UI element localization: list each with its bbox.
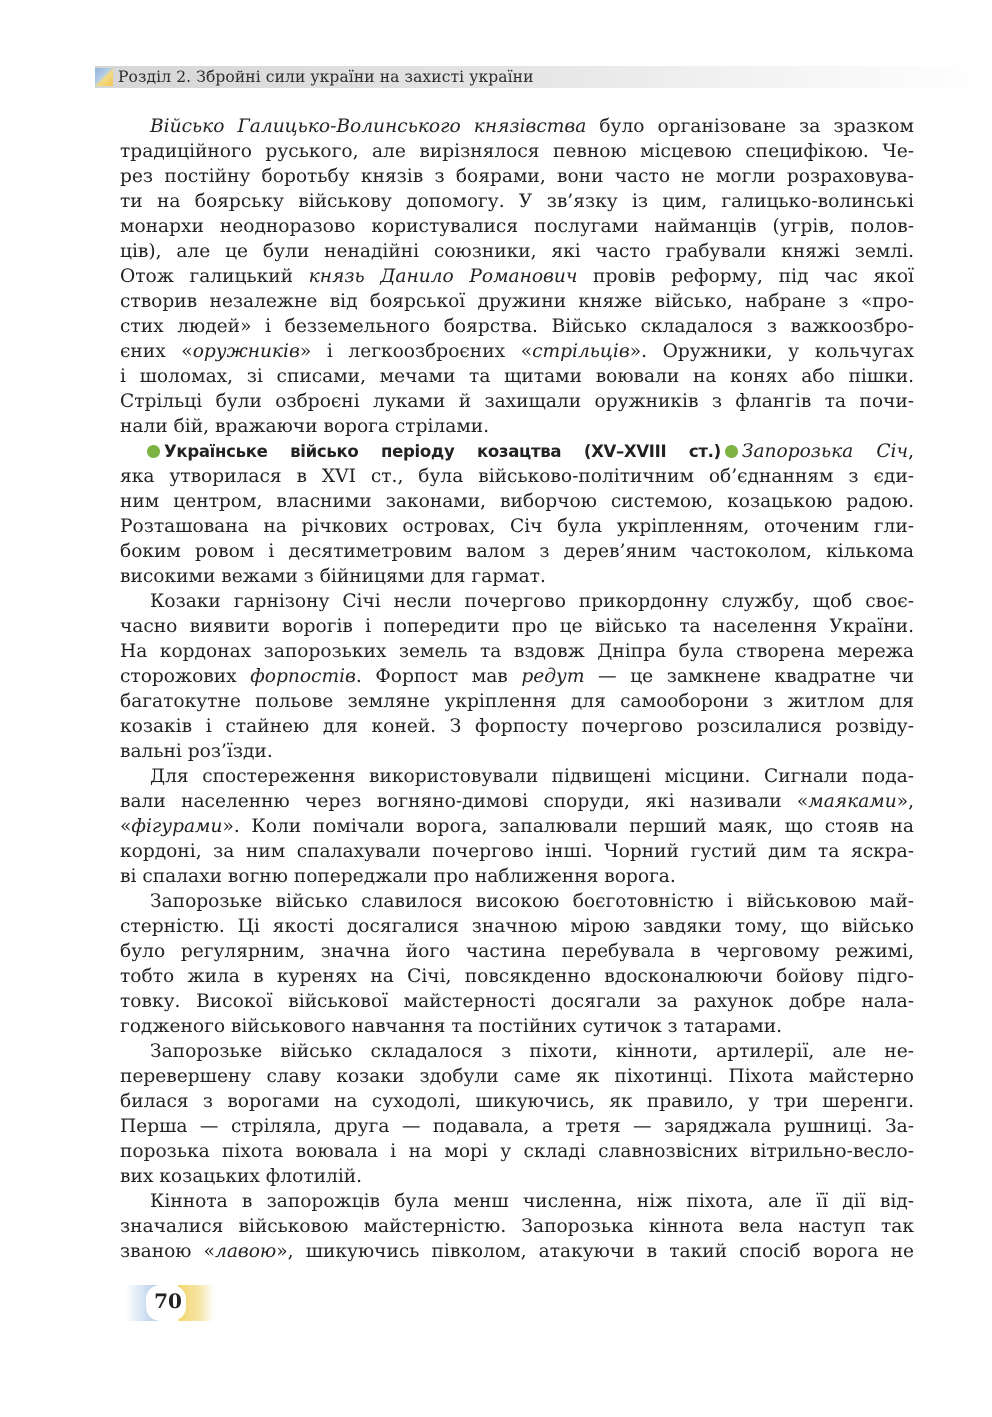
running-header: [95, 66, 992, 88]
text-line: ти на боярську військову допомогу. У зв’язку із цим, галицько-волинські: [120, 191, 914, 212]
text-line: порозька піхота воювала і на морі у складі славнозвісних вітрильно-весло-: [120, 1141, 914, 1162]
text-line: ві спалахи вогню попереджали про наближення ворога.: [120, 866, 676, 887]
text-line: козаків і стайнею для коней. З форпосту почергово розсилалися розвіду-: [120, 716, 914, 737]
header-title: Розділ 2. Збройні сили україни на захисті україни: [118, 68, 534, 86]
text-line: було регулярним, значна його частина перебувала в черговому режимі,: [120, 941, 914, 962]
text-line: значалися військовою майстерністю. Запорозька кіннота вела наступ так: [120, 1216, 914, 1237]
text-line: монархи неодноразово користувалися послугами найманців (угрів, полов-: [120, 216, 914, 237]
page-body: [120, 114, 914, 1264]
text-line: Отож галицький князь Данило Романович провів реформу, під час якої: [120, 266, 914, 287]
text-line: і шоломах, зі списами, мечами та щитами воювали на конях або пішки.: [120, 366, 914, 387]
text-line: тобто жила в куренях на Січі, повсякденно вдосконалюючи бойову підго-: [120, 966, 914, 987]
text-line: Перша — стріляла, друга — подавала, а третя — заряджала рушниці. За-: [120, 1116, 914, 1137]
text-line: вали населенню через вогняно-димові споруди, які називали «маяками»,: [120, 791, 914, 812]
paragraph-cavalry: [120, 1189, 914, 1264]
text-line: товку. Високої військової майстерності досягали за рахунок добре нала-: [120, 991, 914, 1012]
text-line: сторожових форпостів. Форпост мав редут — це замкнене квадратне чи: [120, 666, 914, 687]
text-line: Запорозьке військо славилося високою боєготовністю і військовою май-: [150, 891, 914, 912]
text-line: Запорозьке військо складалося з піхоти, кінноти, артилерії, але не-: [150, 1041, 914, 1062]
text-line: традиційного руського, але вирізнялося певною місцевою специфікою. Че-: [120, 141, 914, 162]
text-line: перевершену славу козаки здобули саме як піхотинці. Піхота майстерно: [120, 1066, 914, 1087]
text-line: ним центром, власними законами, виборчою системою, козацькою радою.: [120, 491, 914, 512]
text-line: єних «оружників» і легкоозброєних «стрільців». Оружники, у кольчугах: [120, 341, 914, 362]
text-line: боким ровом і десятиметровим валом з дерев’яним частоколом, кількома: [120, 541, 914, 562]
text-line: Українське військо періоду козацтва (XV–XVIII ст.) Запорозька Січ,: [120, 439, 914, 464]
text-line: стерністю. Ці якості досягалися значною мірою завдяки тому, що військо: [120, 916, 914, 937]
paragraph-infantry: [120, 1039, 914, 1189]
text-line: нали бій, вражаючи ворога стрілами.: [120, 416, 490, 437]
bullet-dot-icon: [725, 445, 738, 458]
section-heading: Українське військо періоду козацтва (XV–XVIII ст.): [164, 442, 721, 461]
header-corner-mark: [95, 68, 113, 86]
text-line: Кіннота в запорожців була менш численна, ніж піхота, але її дії від-: [150, 1191, 914, 1212]
page-number-badge: [126, 1285, 214, 1321]
text-line: часно виявити ворогів і попередити про це військо та населення України.: [120, 616, 914, 637]
text-line: Розташована на річкових островах, Січ була укріпленням, оточеним гли-: [120, 516, 914, 537]
text-line: стих людей» і безземельного боярства. Військо складалося з важкоозбро-: [120, 316, 914, 337]
text-line: вих козацьких флотилій.: [120, 1166, 363, 1187]
text-line: билася з ворогами на суходолі, шикуючись, як правило, у три шеренги.: [120, 1091, 914, 1112]
text-line: кордоні, за ним спалахували почергово інші. Чорний густий дим та яскра-: [120, 841, 914, 862]
text-line: «фігурами». Коли помічали ворога, запалювали перший маяк, що стояв на: [120, 816, 914, 837]
text-line: яка утворилася в XVI ст., була військово-політичним об’єднанням з єди-: [120, 466, 914, 487]
text-line: вальні роз’їзди.: [120, 741, 273, 762]
text-line: званою «лавою», шикуючись півколом, атакуючи в такий спосіб ворога не: [120, 1241, 914, 1262]
text-line: Стрільці були озброєні луками й захищали оружників з флангів та почи-: [120, 391, 914, 412]
text-line: багатокутне польове земляне укріплення для самооборони з житлом для: [120, 691, 914, 712]
text-line: рез постійну боротьбу князів з боярами, вони часто не могли розраховува-: [120, 166, 914, 187]
text-line: ців), але це були ненадійні союзники, які часто грабували княжі землі.: [120, 241, 914, 262]
page-number: 70: [154, 1289, 182, 1313]
paragraph-border-service: [120, 589, 914, 764]
text-line: Козаки гарнізону Січі несли почергово прикордонну службу, щоб своє-: [150, 591, 914, 612]
paragraph-signals: [120, 764, 914, 889]
text-line: Для спостереження використовували підвищені місцини. Сигнали пода-: [150, 766, 914, 787]
text-line: створив незалежне від боярської дружини княже військо, набране з «про-: [120, 291, 914, 312]
text-line: На кордонах запорозьких земель та вздовж Дніпра була створена мережа: [120, 641, 914, 662]
text-line: високими вежами з бійницями для гармат.: [120, 566, 546, 587]
text-line: годженого військового навчання та постійних сутичок з татарами.: [120, 1016, 783, 1037]
paragraph-cossack-army: [120, 439, 914, 589]
bullet-dot-icon: [147, 445, 160, 458]
text-line: Військо Галицько-Волинського князівства було організоване за зразком: [150, 116, 914, 137]
paragraph-readiness: [120, 889, 914, 1039]
paragraph-galicia-volhynia: [120, 114, 914, 439]
